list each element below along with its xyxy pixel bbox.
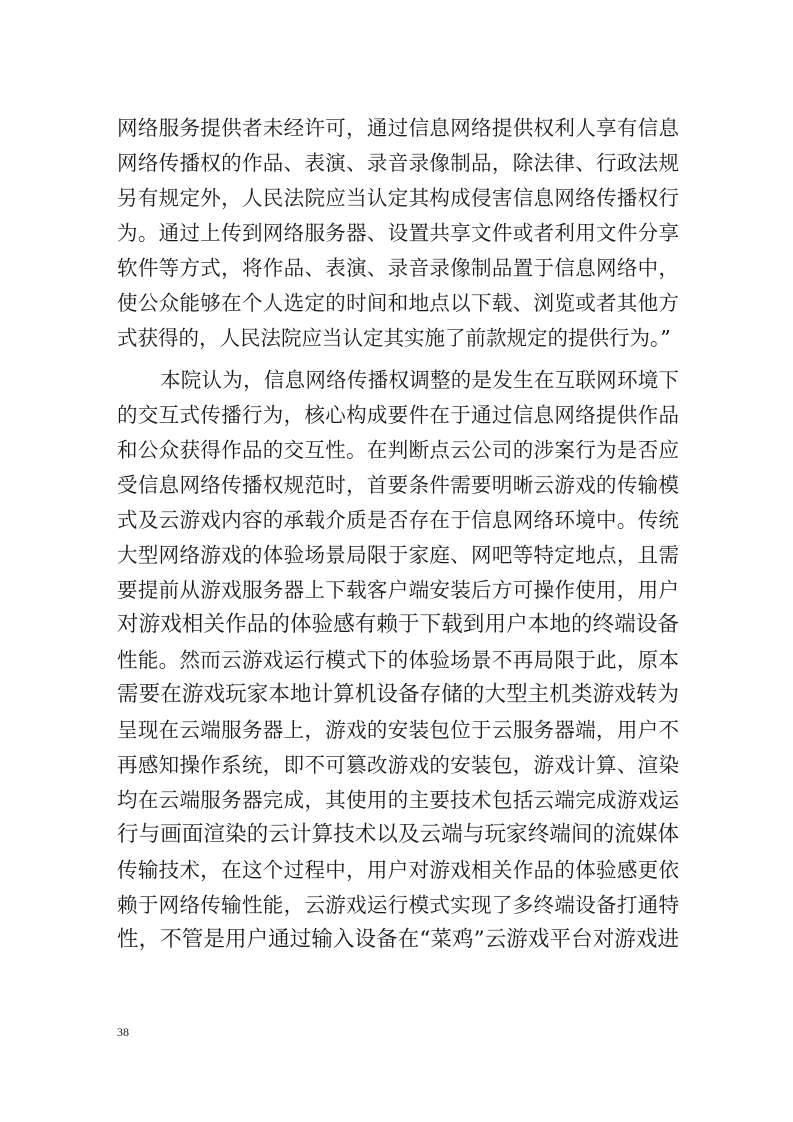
text-line: 性能。然而云游戏运行模式下的体验场景不再局限于此，原本 — [117, 648, 679, 672]
text-line: 使公众能够在个人选定的时间和地点以下载、浏览或者其他方 — [117, 291, 679, 315]
text-line: 大型网络游戏的体验场景局限于家庭、网吧等特定地点，且需 — [117, 543, 679, 567]
text-line: 对游戏相关作品的体验感有赖于下载到用户本地的终端设备 — [117, 612, 679, 637]
text-line: 呈现在云端服务器上，游戏的安装包位于云服务器端，用户不 — [117, 718, 679, 742]
text-line: 式获得的，人民法院应当认定其实施了前款规定的提供行为。” — [117, 326, 671, 350]
text-line: 的交互式传播行为，核心构成要件在于通过信息网络提供作品 — [117, 403, 679, 427]
text-line: 需要在游戏玩家本地计算机设备存储的大型主机类游戏转为 — [117, 682, 679, 707]
text-line: 性，不管是用户通过输入设备在“菜鸡”云游戏平台对游戏进 — [117, 927, 679, 952]
text-line: 另有规定外，人民法院应当认定其构成侵害信息网络传播权行 — [117, 186, 679, 210]
page-number: 38 — [117, 1025, 129, 1039]
text-line: 行与画面渲染的云计算技术以及云端与玩家终端间的流媒体 — [117, 822, 679, 847]
text-line: 赖于网络传输性能，云游戏运行模式实现了多终端设备打通特 — [117, 893, 679, 917]
text-line: 和公众获得作品的交互性。在判断点云公司的涉案行为是否应 — [117, 438, 679, 462]
text-line: 传输技术，在这个过程中，用户对游戏相关作品的体验感更依 — [117, 858, 679, 882]
text-line: 受信息网络传播权规范时，首要条件需要明晰云游戏的传输模 — [117, 473, 679, 497]
text-line: 再感知操作系统，即不可篡改游戏的安装包，游戏计算、渲染 — [117, 753, 679, 777]
text-line: 网络传播权的作品、表演、录音录像制品，除法律、行政法规 — [117, 151, 679, 175]
text-line: 网络服务提供者未经许可，通过信息网络提供权利人享有信息 — [117, 116, 679, 140]
paragraph-first-line: 本院认为，信息网络传播权调整的是发生在互联网环境下 — [160, 368, 679, 392]
text-line: 式及云游戏内容的承载介质是否存在于信息网络环境中。传统 — [117, 508, 679, 532]
text-line: 为。通过上传到网络服务器、设置共享文件或者利用文件分享 — [117, 221, 679, 245]
text-line: 要提前从游戏服务器上下载客户端安装后方可操作使用，用户 — [117, 578, 679, 602]
text-line: 软件等方式，将作品、表演、录音录像制品置于信息网络中， — [117, 256, 679, 280]
text-line: 均在云端服务器完成，其使用的主要技术包括云端完成游戏运 — [117, 788, 679, 812]
